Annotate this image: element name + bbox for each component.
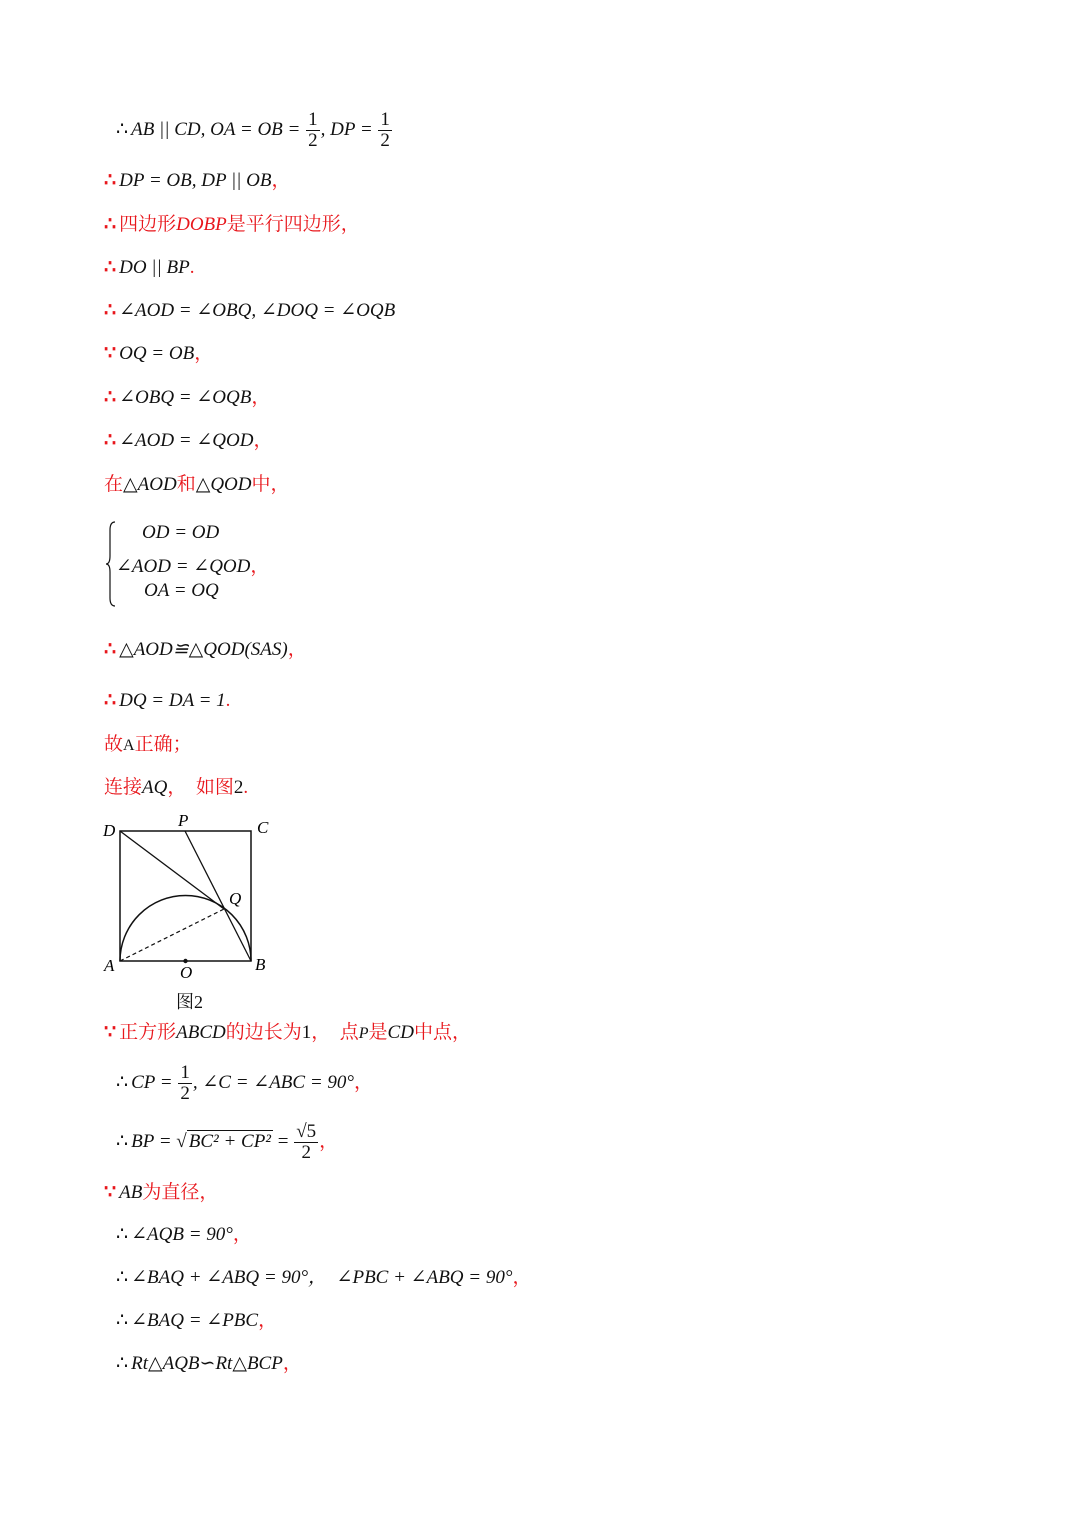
- figure-caption: 图2: [176, 992, 203, 1012]
- segment-aq-dashed: [120, 909, 224, 961]
- label-p: P: [178, 811, 189, 830]
- step-12: 故A正确；: [104, 734, 192, 755]
- step-9: 在△AOD和△QOD中，: [104, 474, 290, 495]
- step-1-text-a: AB || CD, OA = OB =: [131, 118, 301, 140]
- label-d: D: [103, 821, 116, 840]
- label-o: O: [180, 963, 193, 982]
- label-c: C: [257, 818, 269, 837]
- system-row-3: OA = OQ: [144, 580, 219, 601]
- fraction-half: $\frac{1}{2}$: [180, 1062, 190, 1104]
- therefore-symbol: ∴: [104, 690, 117, 711]
- therefore-symbol: ∴: [116, 1071, 129, 1093]
- step-5: ∴ ∠AOD = ∠OBQ, ∠DOQ = ∠OQB: [104, 300, 396, 321]
- therefore-symbol: ∴: [116, 1310, 129, 1331]
- label-a: A: [104, 956, 115, 975]
- therefore-symbol: ∴: [104, 214, 117, 235]
- step-16: ∴ BP = √ BC² + CP² = $\frac{√5}{2}$ ，: [116, 1121, 339, 1163]
- therefore-symbol: ∴: [104, 257, 117, 278]
- therefore-symbol: ∴: [116, 1353, 129, 1374]
- therefore-symbol: ∴: [104, 430, 117, 451]
- step-18: ∴ ∠AQB = 90°，: [116, 1224, 252, 1245]
- step-1: [116, 110, 393, 151]
- fraction-half: $\frac{1}{2}$: [308, 109, 318, 151]
- step-15: ∴ CP = $\frac{1}{2}$ , ∠C = ∠ABC = 90°，: [116, 1062, 374, 1104]
- therefore-symbol: ∴: [116, 1224, 129, 1245]
- step-2: ∴ DP = OB, DP || OB，: [104, 170, 291, 191]
- therefore-symbol: ∴: [104, 170, 117, 191]
- system-row-1: OD = OD: [142, 522, 220, 543]
- step-6: ∵ OQ = OB，: [104, 343, 214, 364]
- step-14: ∵ 正方形ABCD的边长为1， 点P是CD中点，: [104, 1022, 471, 1043]
- step-1-text-b: , DP =: [320, 118, 373, 140]
- system-row-2: ∠AOD = ∠QOD，: [116, 556, 270, 577]
- therefore-symbol: ∴: [116, 1267, 129, 1288]
- step-20: ∴ ∠BAQ = ∠PBC，: [116, 1310, 278, 1331]
- therefore-symbol: ∴: [104, 387, 117, 408]
- therefore-symbol: ∴: [104, 639, 117, 660]
- geometry-figure-2: [100, 810, 280, 985]
- step-4: ∴ DO || BP.: [104, 257, 195, 278]
- because-symbol: ∵: [104, 1182, 117, 1203]
- step-3: ∴ 四边形DOBP是平行四边形，: [104, 214, 360, 235]
- equation-system: [104, 520, 284, 610]
- step-13: 连接AQ， 如图2.: [104, 777, 249, 798]
- fraction-sqrt5-over-2: $\frac{√5}{2}$: [296, 1121, 317, 1163]
- sqrt-icon: √: [176, 1130, 187, 1152]
- therefore-symbol: ∴: [104, 300, 117, 321]
- because-symbol: ∵: [104, 343, 117, 364]
- step-11: ∴ DQ = DA = 1.: [104, 690, 231, 711]
- label-b: B: [255, 955, 266, 974]
- step-2-text: DP = OB, DP || OB: [119, 170, 272, 191]
- step-17: ∵ AB为直径，: [104, 1182, 219, 1203]
- step-7: ∴ ∠OBQ = ∠OQB，: [104, 387, 271, 408]
- because-symbol: ∵: [104, 1022, 117, 1043]
- therefore-symbol: ∴: [116, 1130, 129, 1152]
- step-8: ∴ ∠AOD = ∠QOD，: [104, 430, 273, 451]
- label-q: Q: [229, 889, 242, 908]
- step-19: ∴ ∠BAQ + ∠ABQ = 90°， ∠PBC + ∠ABQ = 90°，: [116, 1267, 532, 1288]
- therefore-symbol: ∴: [116, 118, 129, 140]
- fraction-half: $\frac{1}{2}$: [380, 109, 390, 151]
- step-10: ∴ △AOD≌△QOD(SAS)，: [104, 639, 307, 660]
- step-21: ∴ Rt△AQB∽Rt△BCP，: [116, 1353, 302, 1374]
